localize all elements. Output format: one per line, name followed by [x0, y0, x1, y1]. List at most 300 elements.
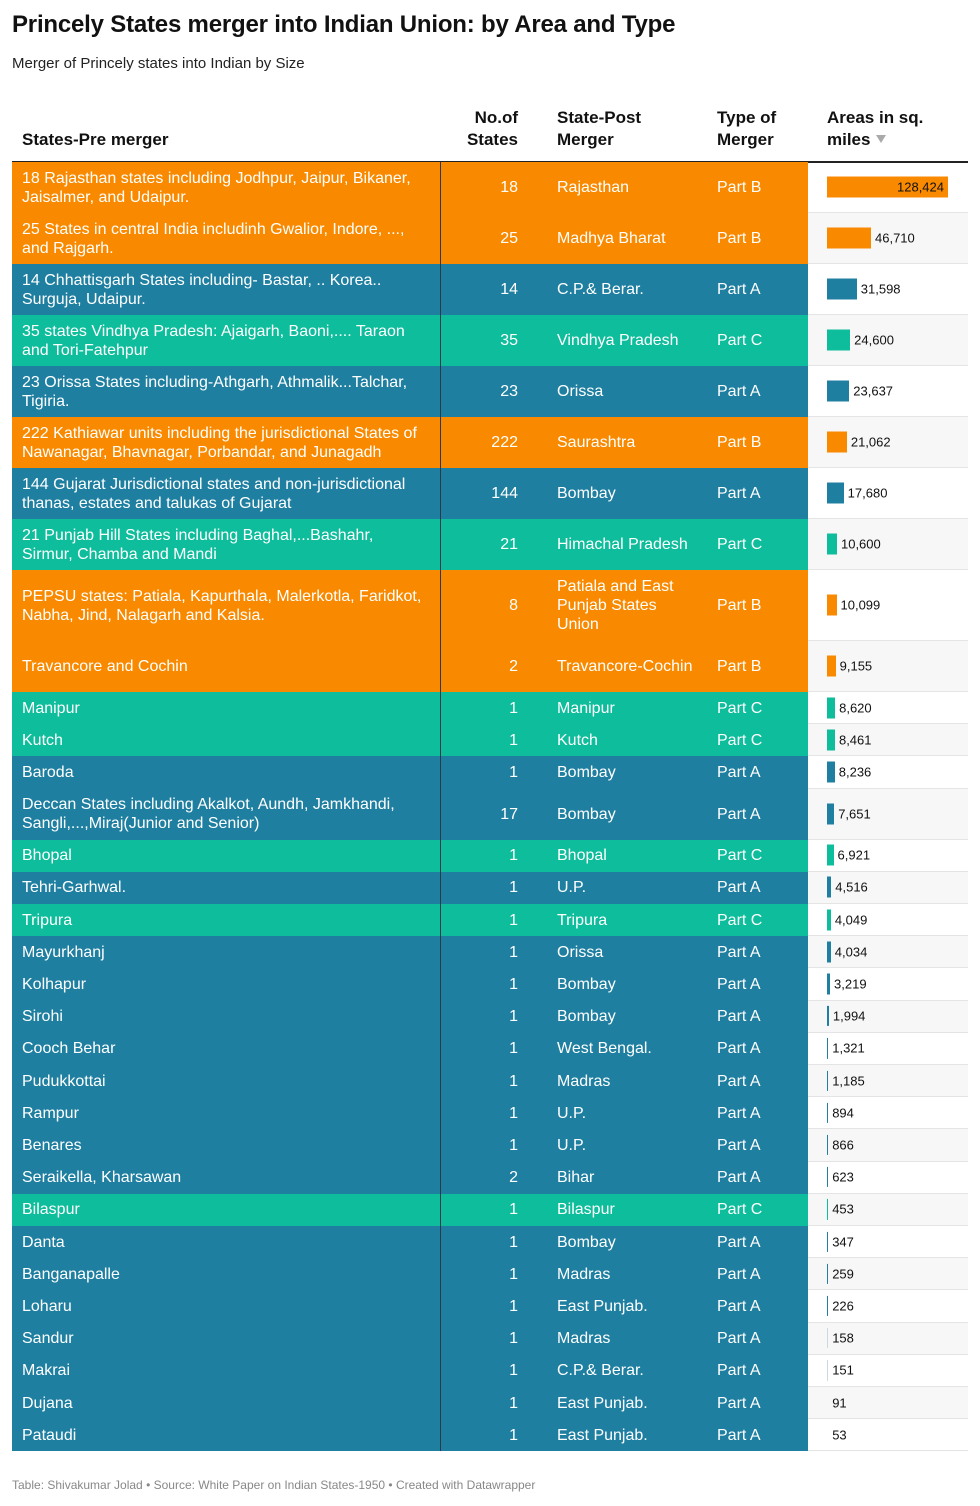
cell-type-of-merger: [717, 872, 807, 904]
cell-no-of-states-text: 1: [509, 1362, 518, 1380]
cell-post-merger: [557, 1419, 702, 1451]
cell-type-of-merger-text: Part A: [717, 1169, 761, 1187]
cell-pre-merger-text: Loharu: [22, 1297, 72, 1315]
cell-no-of-states-text: 1: [509, 1136, 518, 1154]
cell-pre-merger: [22, 1323, 427, 1355]
cell-pre-merger: [22, 162, 427, 213]
cell-post-merger-text: Rajasthan: [557, 179, 630, 196]
cell-post-merger-text: Vindhya Pradesh: [557, 332, 679, 349]
table-row: [12, 641, 968, 692]
table-row: [12, 1355, 968, 1387]
area-value-label: 24,600: [854, 332, 894, 348]
cell-no-of-states-text: 1: [509, 1265, 518, 1283]
cell-no-of-states: [439, 468, 518, 519]
cell-pre-merger: [22, 468, 427, 519]
cell-post-merger-text: Bombay: [557, 805, 616, 823]
area-value-label: 8,461: [838, 732, 872, 748]
cell-area: [808, 1129, 968, 1161]
cell-type-of-merger-text: Part C: [717, 847, 763, 865]
cell-type-of-merger: [717, 417, 807, 468]
cell-pre-merger-text: Deccan States including Akalkot, Aundh, Jamkhandi, Sangli,...,Miraj(Junior and Senior): [22, 796, 395, 833]
cell-post-merger: [557, 1097, 702, 1129]
cell-no-of-states-text: 1: [509, 1233, 518, 1251]
cell-pre-merger: [22, 1258, 427, 1290]
cell-post-merger: [557, 1226, 702, 1258]
row-cells: [12, 1290, 808, 1322]
area-bar: [827, 1103, 828, 1123]
cell-pre-merger-text: Bilaspur: [22, 1201, 80, 1219]
cell-area: [808, 468, 968, 519]
cell-type-of-merger: [717, 213, 807, 264]
cell-no-of-states-text: 17: [500, 805, 518, 823]
cell-no-of-states-text: 1: [509, 1426, 518, 1444]
cell-pre-merger-text: Tehri-Garhwal.: [22, 879, 127, 897]
area-bar: [827, 1393, 828, 1413]
cell-type-of-merger-text: Part A: [717, 1233, 761, 1251]
cell-area: [808, 1097, 968, 1129]
table-row: [12, 162, 968, 213]
table-row: [12, 417, 968, 468]
cell-no-of-states: [439, 641, 518, 692]
area-bar: [827, 1071, 828, 1091]
cell-no-of-states-text: 1: [509, 1072, 518, 1090]
cell-post-merger-text: Orissa: [557, 943, 604, 961]
sort-descending-icon[interactable]: [876, 135, 886, 143]
cell-pre-merger: [22, 1387, 427, 1419]
area-value-label: 46,710: [875, 230, 915, 246]
cell-pre-merger: [22, 756, 427, 788]
cell-type-of-merger-text: Part A: [717, 1072, 761, 1090]
row-cells: [12, 1387, 808, 1419]
cell-post-merger-text: Travancore-Cochin: [557, 658, 693, 675]
cell-post-merger: [557, 789, 702, 840]
cell-no-of-states-text: 35: [500, 332, 518, 349]
table-row: [12, 1387, 968, 1419]
area-bar: [827, 1264, 828, 1284]
area-bar: [827, 1167, 828, 1187]
cell-post-merger: [557, 968, 702, 1000]
cell-no-of-states-text: 23: [500, 383, 518, 400]
table-row: [12, 1258, 968, 1290]
row-cells: [12, 519, 808, 570]
area-value-label: 31,598: [860, 281, 901, 297]
table-row: [12, 840, 968, 872]
table-row: [12, 570, 968, 641]
row-cells: [12, 840, 808, 872]
cell-pre-merger: [22, 1001, 427, 1033]
cell-no-of-states: [439, 1290, 518, 1322]
cell-type-of-merger-text: Part A: [717, 1426, 761, 1444]
cell-type-of-merger-text: Part A: [717, 943, 761, 961]
cell-post-merger: [557, 468, 702, 519]
table-row: [12, 789, 968, 840]
cell-pre-merger-text: Dujana: [22, 1394, 73, 1412]
cell-pre-merger-text: Bhopal: [22, 847, 72, 865]
cell-post-merger-text: Himachal Pradesh: [557, 536, 688, 553]
row-cells: [12, 468, 808, 519]
cell-pre-merger-text: 25 States in central India includinh Gwalior, Indore, ..., and Rajgarh.: [22, 220, 405, 257]
header-area[interactable]: [827, 107, 923, 151]
cell-post-merger: [557, 1065, 702, 1097]
table-row: [12, 936, 968, 968]
area-value-label: 6,921: [837, 847, 871, 863]
cell-no-of-states-text: 1: [509, 699, 518, 717]
cell-type-of-merger: [717, 519, 807, 570]
cell-type-of-merger: [717, 1033, 807, 1065]
cell-post-merger-text: Bombay: [557, 975, 616, 993]
cell-pre-merger: [22, 936, 427, 968]
row-cells: [12, 162, 808, 213]
cell-pre-merger-text: PEPSU states: Patiala, Kapurthala, Malerkotla, Faridkot, Nabha, Jind, Nalagarh and Kalsia.: [22, 587, 422, 624]
area-bar: [827, 1296, 828, 1316]
cell-no-of-states: [439, 162, 518, 213]
cell-no-of-states-text: 2: [509, 1169, 518, 1187]
cell-no-of-states-text: 1: [509, 1330, 518, 1348]
cell-no-of-states: [439, 1001, 518, 1033]
table-row: [12, 366, 968, 417]
table-row: [12, 724, 968, 756]
cell-pre-merger: [22, 840, 427, 872]
cell-no-of-states-text: 1: [509, 1297, 518, 1315]
cell-type-of-merger: [717, 840, 807, 872]
cell-pre-merger: [22, 904, 427, 936]
cell-no-of-states: [439, 264, 518, 315]
cell-no-of-states-text: 21: [500, 536, 518, 553]
cell-no-of-states: [439, 968, 518, 1000]
area-bar: [827, 432, 847, 453]
row-cells: [12, 1065, 808, 1097]
cell-pre-merger-text: Manipur: [22, 699, 80, 717]
cell-pre-merger-text: 23 Orissa States including-Athgarh, Athmalik...Talchar, Tigiria.: [22, 373, 408, 410]
cell-pre-merger-text: Sirohi: [22, 1008, 63, 1026]
table-row: [12, 468, 968, 519]
cell-post-merger-text: East Punjab.: [557, 1426, 648, 1444]
row-cells: [12, 366, 808, 417]
cell-no-of-states: [439, 315, 518, 366]
cell-post-merger: [557, 756, 702, 788]
chart-subtitle: Merger of Princely states into Indian by Size: [12, 55, 305, 72]
table-row: [12, 264, 968, 315]
area-value-label: 91: [832, 1395, 847, 1411]
cell-post-merger: [557, 1355, 702, 1387]
cell-post-merger-text: Bilaspur: [557, 1201, 615, 1219]
cell-area: [808, 1194, 968, 1226]
area-bar: [827, 1135, 828, 1155]
area-bar: [827, 483, 844, 504]
cell-type-of-merger-text: Part A: [717, 805, 761, 823]
cell-area: [808, 264, 968, 315]
area-value-label: 7,651: [838, 806, 871, 822]
cell-no-of-states-text: 144: [491, 485, 518, 502]
cell-post-merger: [557, 162, 702, 213]
area-bar: [827, 1199, 828, 1219]
table-row: [12, 1065, 968, 1097]
cell-area: [808, 641, 968, 692]
cell-post-merger: [557, 570, 702, 641]
cell-type-of-merger: [717, 570, 807, 641]
cell-no-of-states-text: 14: [500, 281, 518, 298]
row-cells: [12, 692, 808, 724]
header-type-of-merger[interactable]: [717, 107, 776, 151]
cell-post-merger-text: Saurashtra: [557, 434, 636, 451]
cell-pre-merger-text: 14 Chhattisgarh States including- Bastar, .. Korea.. Surguja, Udaipur.: [22, 271, 382, 308]
row-cells: [12, 1226, 808, 1258]
cell-area: [808, 1226, 968, 1258]
table-row: [12, 1001, 968, 1033]
cell-no-of-states: [439, 840, 518, 872]
cell-type-of-merger: [717, 1097, 807, 1129]
cell-no-of-states: [439, 366, 518, 417]
header-type-line2: Merger: [717, 130, 774, 149]
cell-type-of-merger-text: Part A: [717, 1265, 761, 1283]
cell-pre-merger: [22, 1355, 427, 1387]
table-header: [12, 100, 968, 163]
cell-area: [808, 1419, 968, 1451]
cell-pre-merger-text: Rampur: [22, 1104, 79, 1122]
cell-pre-merger: [22, 315, 427, 366]
cell-pre-merger-text: Makrai: [22, 1362, 71, 1380]
area-value-label: 866: [832, 1137, 854, 1153]
row-cells: [12, 904, 808, 936]
table-row: [12, 1162, 968, 1194]
cell-type-of-merger: [717, 1419, 807, 1451]
cell-pre-merger: [22, 570, 427, 641]
area-value-label: 128,424: [897, 179, 944, 195]
row-cells: [12, 1001, 808, 1033]
cell-type-of-merger-text: Part A: [717, 763, 761, 781]
area-value-label: 8,236: [838, 764, 872, 780]
area-value-label: 453: [832, 1201, 854, 1217]
area-bar: [827, 534, 837, 555]
cell-post-merger: [557, 1258, 702, 1290]
row-cells: [12, 264, 808, 315]
area-bar: [827, 877, 831, 898]
cell-area: [808, 872, 968, 904]
row-cells: [12, 417, 808, 468]
row-cells: [12, 1129, 808, 1161]
cell-post-merger-text: Orissa: [557, 383, 604, 400]
table-row: [12, 692, 968, 724]
cell-post-merger: [557, 264, 702, 315]
cell-post-merger-text: Kutch: [557, 731, 598, 749]
cell-area: [808, 315, 968, 366]
cell-no-of-states-text: 1: [509, 763, 518, 781]
cell-area: [808, 1001, 968, 1033]
cell-post-merger: [557, 1323, 702, 1355]
table-row: [12, 519, 968, 570]
cell-type-of-merger-text: Part A: [717, 485, 761, 502]
header-post-merger[interactable]: [557, 107, 641, 151]
row-cells: [12, 1033, 808, 1065]
header-no-line2: States: [466, 130, 518, 149]
cell-type-of-merger-text: Part C: [717, 731, 763, 749]
area-bar: [827, 279, 857, 300]
cell-type-of-merger-text: Part A: [717, 383, 761, 400]
cell-pre-merger-text: Banganapalle: [22, 1265, 120, 1283]
area-value-label: 21,062: [850, 434, 891, 450]
area-bar: [827, 1006, 829, 1026]
cell-post-merger-text: Madras: [557, 1072, 611, 1090]
cell-type-of-merger-text: Part A: [717, 1136, 761, 1154]
cell-pre-merger-text: Danta: [22, 1233, 65, 1251]
cell-pre-merger: [22, 1097, 427, 1129]
area-value-label: 9,155: [839, 658, 873, 674]
area-bar: [827, 228, 871, 249]
area-bar: [827, 973, 830, 994]
row-cells: [12, 641, 808, 692]
area-bar: [827, 909, 831, 930]
area-bar: [827, 729, 835, 750]
header-type-line1: Type of: [717, 108, 777, 127]
cell-post-merger: [557, 315, 702, 366]
area-value-label: 4,049: [834, 912, 868, 928]
area-value-label: 17,680: [847, 485, 888, 501]
cell-no-of-states: [439, 1355, 518, 1387]
row-cells: [12, 315, 808, 366]
cell-post-merger: [557, 936, 702, 968]
table-row: [12, 968, 968, 1000]
cell-pre-merger-text: 18 Rajasthan states including Jodhpur, Jaipur, Bikaner, Jaisalmer, and Udaipur.: [22, 169, 411, 206]
row-cells: [12, 968, 808, 1000]
cell-type-of-merger: [717, 1355, 807, 1387]
area-value-label: 347: [832, 1234, 854, 1250]
cell-pre-merger: [22, 366, 427, 417]
cell-pre-merger-text: Tripura: [22, 911, 73, 929]
cell-area: [808, 840, 968, 872]
area-bar: [827, 1038, 828, 1058]
cell-no-of-states: [439, 1323, 518, 1355]
cell-post-merger: [557, 417, 702, 468]
cell-post-merger: [557, 1162, 702, 1194]
area-value-label: 23,637: [853, 383, 894, 399]
area-bar: [827, 1232, 828, 1252]
cell-area: [808, 519, 968, 570]
cell-pre-merger-text: 21 Punjab Hill States including Baghal,...Bashahr, Sirmur, Chamba and Mandi: [22, 526, 374, 563]
table-row: [12, 1419, 968, 1451]
cell-type-of-merger: [717, 1323, 807, 1355]
header-no-of-states[interactable]: [439, 107, 518, 151]
cell-post-merger: [557, 641, 702, 692]
cell-no-of-states-text: 1: [509, 1104, 518, 1122]
table-row: [12, 872, 968, 904]
cell-post-merger: [557, 1129, 702, 1161]
cell-type-of-merger: [717, 1258, 807, 1290]
cell-post-merger-text: Manipur: [557, 699, 615, 717]
area-value-label: 10,600: [840, 536, 881, 552]
cell-no-of-states: [439, 1162, 518, 1194]
row-cells: [12, 570, 808, 641]
area-value-label: 4,516: [835, 879, 868, 895]
cell-post-merger: [557, 1194, 702, 1226]
cell-type-of-merger: [717, 1290, 807, 1322]
cell-post-merger-text: Bhopal: [557, 847, 607, 865]
cell-type-of-merger-text: Part A: [717, 1297, 761, 1315]
cell-no-of-states-text: 1: [509, 975, 518, 993]
header-pre-merger[interactable]: [22, 129, 168, 151]
cell-type-of-merger-text: Part A: [717, 975, 761, 993]
cell-pre-merger: [22, 724, 427, 756]
cell-area: [808, 692, 968, 724]
cell-post-merger-text: Madhya Bharat: [557, 230, 666, 247]
row-cells: [12, 1162, 808, 1194]
cell-post-merger: [557, 904, 702, 936]
cell-post-merger-text: Patiala and East Punjab States Union: [557, 578, 674, 633]
cell-post-merger-text: Madras: [557, 1265, 611, 1283]
cell-no-of-states: [439, 1226, 518, 1258]
cell-area: [808, 789, 968, 840]
cell-area: [808, 1387, 968, 1419]
cell-pre-merger: [22, 1033, 427, 1065]
cell-no-of-states-text: 2: [509, 658, 518, 675]
row-cells: [12, 724, 808, 756]
area-bar: [827, 941, 831, 962]
cell-no-of-states: [439, 1033, 518, 1065]
table-row: [12, 904, 968, 936]
cell-no-of-states: [439, 417, 518, 468]
cell-area: [808, 417, 968, 468]
cell-type-of-merger: [717, 692, 807, 724]
chart-title: Princely States merger into Indian Union: by Area and Type: [12, 11, 676, 38]
area-value-label: 1,994: [832, 1008, 866, 1024]
cell-type-of-merger: [717, 162, 807, 213]
cell-type-of-merger: [717, 1162, 807, 1194]
cell-no-of-states: [439, 1194, 518, 1226]
cell-pre-merger-text: Kutch: [22, 731, 63, 749]
area-bar: [827, 381, 849, 402]
area-bar: [827, 1425, 828, 1445]
cell-no-of-states: [439, 724, 518, 756]
cell-post-merger-text: U.P.: [557, 879, 587, 897]
area-bar: [827, 697, 835, 718]
cell-type-of-merger-text: Part B: [717, 230, 762, 247]
area-value-label: 158: [832, 1330, 854, 1346]
cell-type-of-merger-text: Part C: [717, 911, 763, 929]
cell-no-of-states: [439, 1387, 518, 1419]
cell-pre-merger-text: 144 Gujarat Jurisdictional states and non-jurisdictional thanas, estates and talukas of Gujarat: [22, 475, 406, 512]
row-cells: [12, 213, 808, 264]
cell-post-merger-text: Bombay: [557, 1233, 616, 1251]
cell-no-of-states-text: 1: [509, 879, 518, 897]
cell-type-of-merger: [717, 1387, 807, 1419]
cell-no-of-states: [439, 570, 518, 641]
cell-type-of-merger: [717, 1226, 807, 1258]
cell-post-merger: [557, 840, 702, 872]
row-cells: [12, 936, 808, 968]
header-area-line2: miles: [827, 130, 871, 149]
cell-post-merger-text: U.P.: [557, 1136, 587, 1154]
table-row: [12, 1097, 968, 1129]
cell-post-merger-text: Bombay: [557, 763, 616, 781]
cell-type-of-merger: [717, 468, 807, 519]
cell-post-merger-text: Bombay: [557, 485, 616, 502]
cell-type-of-merger-text: Part A: [717, 1040, 761, 1058]
cell-no-of-states: [439, 1258, 518, 1290]
row-cells: [12, 1258, 808, 1290]
cell-pre-merger: [22, 692, 427, 724]
cell-pre-merger: [22, 213, 427, 264]
cell-type-of-merger: [717, 1001, 807, 1033]
cell-pre-merger-text: Benares: [22, 1136, 82, 1154]
cell-type-of-merger: [717, 724, 807, 756]
area-value-label: 10,099: [840, 597, 881, 613]
cell-type-of-merger-text: Part A: [717, 1008, 761, 1026]
cell-area: [808, 1033, 968, 1065]
cell-type-of-merger-text: Part A: [717, 281, 761, 298]
cell-pre-merger-text: Pataudi: [22, 1426, 77, 1444]
cell-no-of-states: [439, 1065, 518, 1097]
cell-type-of-merger-text: Part A: [717, 1104, 761, 1122]
cell-area: [808, 756, 968, 788]
